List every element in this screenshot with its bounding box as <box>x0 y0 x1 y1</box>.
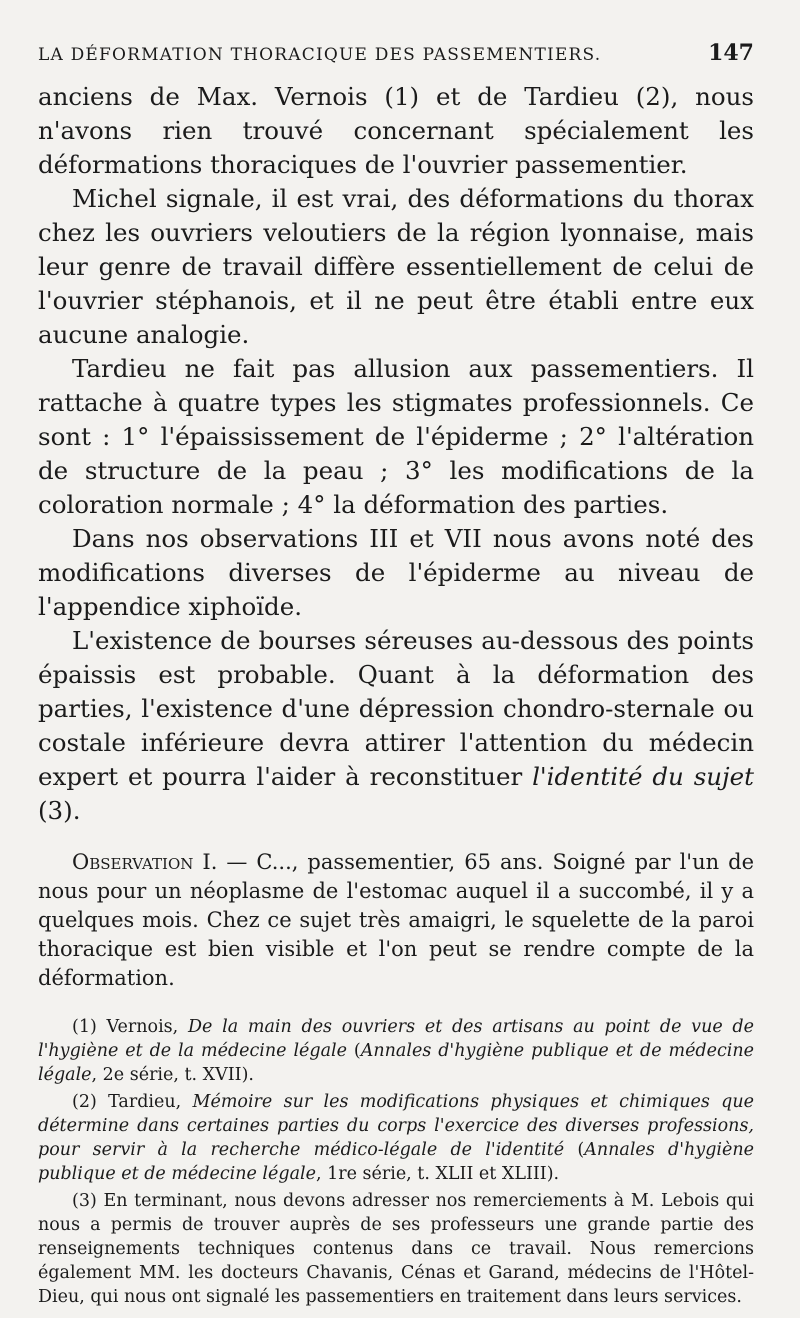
running-title: LA DÉFORMATION THORACIQUE DES PASSEMENTIERS. <box>38 45 602 65</box>
footnote-text: , 2e série, t. XVII). <box>91 1065 254 1085</box>
footnote-text: (2) Tardieu, <box>72 1092 193 1112</box>
footnote-text: , 1re série, t. XLII et XLIII). <box>315 1164 560 1184</box>
footnote-journal: Annales d'hygiène publique et de médecine légale <box>38 1041 755 1085</box>
observation-label: Observation I. <box>72 850 218 874</box>
paragraph-text: L'existence de bourses séreuses au-dessous des points épaissis est probable. Quant à la déformation des parties, l'existence d'une dépression chondro-sternale ou costale inférieure devra attirer l'attention du médecin expert et pourra l'aider à reconstituer <box>38 626 754 791</box>
observation-block <box>38 848 754 993</box>
footnote-title: Mémoire sur les modifications physiques et chimiques que détermine dans certaines parties du corps l'exercice des diverses professions, pour servir à la recherche médico-légale de l'identité <box>38 1092 754 1160</box>
observation-text: — C..., passementier, 65 ans. Soigné par l'un de nous pour un néoplasme de l'estomac auquel il a succombé, il y a quelques mois. Chez ce sujet très amaigri, le squelette de la paroi thoracique est bien visible et l'on peut se rendre compte de la déformation. <box>38 850 754 990</box>
footnote-1 <box>38 1015 754 1087</box>
page-number: 147 <box>708 40 754 66</box>
paragraph-italic: l'identité du sujet <box>532 762 754 791</box>
footnote-3: (3) En terminant, nous devons adresser nos remerciements à M. Lebois qui nous a permis de trouver auprès de ses professeurs une grande partie des renseignements techniques contenus dans ce travail. Nous remercions également MM. les docteurs Chavanis, Cénas et Garand, médecins de l'Hôtel-Dieu, qui nous ont signalé les passementiers en traitement dans leurs services. <box>38 1191 754 1307</box>
main-text <box>38 80 754 828</box>
footnote-text: (1) Vernois, <box>72 1017 188 1037</box>
footnote-text: ( <box>347 1041 361 1061</box>
observation-paragraph <box>38 848 754 993</box>
footnote-2 <box>38 1090 754 1186</box>
footnote-title: De la main des ouvriers et des artisans au point de vue de l'hygiène et de la médecine légale <box>38 1017 754 1061</box>
paragraph: Michel signale, il est vrai, des déformations du thorax chez les ouvriers veloutiers de la région lyonnaise, mais leur genre de travail diffère essentiellement de celui de l'ouvrier stéphanois, et il ne peut être établi entre eux aucune analogie. <box>38 184 754 349</box>
running-header <box>38 0 754 66</box>
footnote-journal: Annales d'hygiène publique et de médecine légale <box>38 1140 754 1184</box>
paragraph-end: (3). <box>38 796 81 825</box>
footnotes <box>38 1015 754 1309</box>
footnote-text: ( <box>564 1140 585 1160</box>
paragraph: Tardieu ne fait pas allusion aux passementiers. Il rattache à quatre types les stigmates professionnels. Ce sont : 1° l'épaississement de l'épiderme ; 2° l'altération de structure de la peau ; 3° les modifications de la coloration normale ; 4° la déformation des parties. <box>38 354 754 519</box>
paragraph: Dans nos observations III et VII nous avons noté des modifications diverses de l'épiderme au niveau de l'appendice xiphoïde. <box>38 524 754 621</box>
paragraph <box>38 624 754 828</box>
paragraph: anciens de Max. Vernois (1) et de Tardieu (2), nous n'avons rien trouvé concernant spécialement les déformations thoraciques de l'ouvrier passementier. <box>38 82 754 179</box>
